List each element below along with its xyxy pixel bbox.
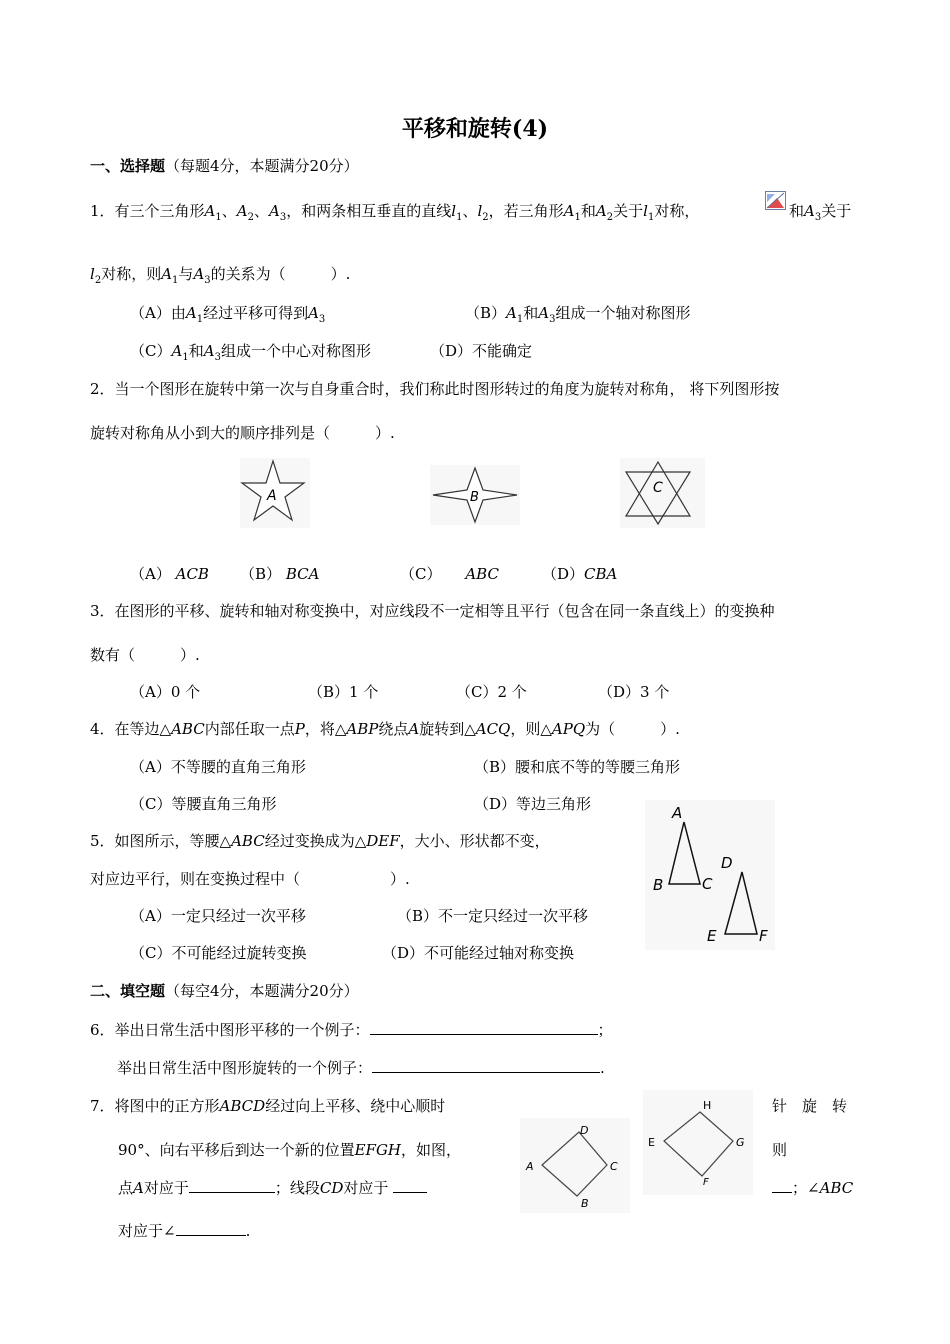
var: A	[133, 1179, 144, 1197]
label-e: E	[707, 927, 717, 945]
opt-value: ACB	[175, 565, 209, 583]
opt-text: 组成一个轴对称图形	[555, 304, 691, 322]
q2-option-c[interactable]	[400, 563, 499, 584]
label-d: D	[721, 854, 733, 872]
q7-text: 经过向上平移、绕中心顺时	[265, 1097, 446, 1115]
q7-line-2	[118, 1139, 461, 1160]
q1-line-1-end	[789, 200, 851, 223]
var: A	[236, 202, 248, 220]
var: ACQ	[475, 720, 511, 738]
answer-blank[interactable]	[772, 1178, 792, 1193]
sub: 3	[204, 275, 211, 286]
q1-option-b[interactable]	[465, 302, 691, 325]
q1-option-c[interactable]	[130, 340, 371, 363]
sub: 2	[247, 212, 254, 223]
q1-text: 1．有三个三角形	[90, 202, 205, 220]
var: l	[643, 202, 648, 220]
q1-text: 关于	[821, 202, 852, 220]
q4-line-1	[90, 718, 680, 739]
square-abcd-figure	[520, 1118, 630, 1213]
sub: 3	[279, 212, 287, 223]
answer-blank[interactable]	[393, 1178, 427, 1193]
q2-option-d[interactable]	[542, 563, 617, 584]
q5-option-a[interactable]: （A）一定只经过一次平移	[130, 907, 306, 925]
q7-text: ，如图，	[401, 1141, 462, 1159]
var: A	[269, 202, 280, 220]
q5-text: 5．如图所示，等腰△	[90, 832, 232, 850]
figure-label-c: C	[653, 480, 663, 496]
opt-text: （D）不能确定	[430, 342, 533, 360]
label-g: G	[736, 1136, 745, 1149]
q1-text: 对称，	[654, 202, 700, 220]
var: A	[538, 304, 550, 322]
sub: 1	[456, 212, 463, 223]
q5-option-b[interactable]: （B）不一定只经过一次平移	[397, 907, 589, 925]
var: A	[408, 720, 420, 738]
section-2-note: （每空4分，本题满分20分）	[165, 982, 359, 1000]
var: ABP	[346, 720, 379, 738]
q7-text: .	[245, 1222, 251, 1240]
opt-text: （A）由	[130, 304, 186, 322]
label-b: B	[581, 1197, 589, 1210]
q1-text: 关于	[613, 202, 644, 220]
q1-text: 与	[178, 265, 194, 283]
answer-blank[interactable]	[372, 1058, 600, 1073]
q6-line-2	[117, 1057, 605, 1078]
section-1-heading	[90, 155, 359, 176]
q1-text: 对称，则	[101, 265, 162, 283]
var: EFGH	[354, 1141, 402, 1159]
q7-text: ；线段	[274, 1179, 320, 1197]
var: A	[506, 304, 517, 322]
label-e: E	[648, 1136, 655, 1149]
var: A	[185, 304, 197, 322]
triangles-abc-def-figure	[645, 800, 775, 950]
q1-text: ，若三角形	[488, 202, 564, 220]
broken-image-icon	[765, 191, 787, 211]
q3-option-d[interactable]: （D）3 个	[598, 683, 670, 701]
q1-line-2	[90, 263, 350, 286]
opt-value: BCA	[285, 565, 320, 583]
q4-text: 为（ ）.	[585, 720, 680, 738]
var: DEF	[366, 832, 400, 850]
var: A	[308, 304, 319, 322]
q1-text: 和	[580, 202, 596, 220]
sub: 2	[482, 212, 489, 223]
q1-text: 和	[789, 202, 805, 220]
label-a: A	[672, 804, 683, 822]
var: ABC	[231, 832, 265, 850]
section-2-heading	[90, 980, 359, 1001]
var: ABCD	[219, 1097, 266, 1115]
opt-text: 和	[523, 304, 539, 322]
figure-label-b: B	[470, 490, 479, 505]
label-h: H	[703, 1099, 712, 1112]
opt-text: 经过平移可得到	[203, 304, 309, 322]
sub: 1	[172, 275, 179, 286]
answer-blank[interactable]	[189, 1178, 275, 1193]
q3-line-2: 数有（ ）.	[90, 646, 200, 664]
label-f: F	[703, 1177, 709, 1188]
q1-option-d[interactable]	[430, 340, 532, 361]
q7-text: 点	[118, 1179, 134, 1197]
answer-blank[interactable]	[370, 1020, 598, 1035]
q5-line-1	[90, 830, 550, 851]
opt-text: （B）	[465, 304, 507, 322]
var: ABC	[819, 1179, 854, 1197]
q6-text: ；	[597, 1021, 613, 1039]
var: CD	[319, 1179, 344, 1197]
opt-label: （A）	[130, 565, 171, 583]
sub: 1	[647, 212, 655, 223]
section-1-note: （每题4分，本题满分20分）	[165, 157, 359, 175]
q7-line-3	[118, 1177, 427, 1198]
q4-option-c[interactable]: （C）等腰直角三角形	[130, 795, 277, 813]
sub: 3	[549, 314, 556, 325]
q7-text: 7．将图中的正方形	[90, 1097, 220, 1115]
var: APQ	[551, 720, 586, 738]
opt-text: 组成一个中心对称图形	[220, 342, 371, 360]
q2-line-2: 旋转对称角从小到大的顺序排列是（ ）.	[90, 424, 395, 442]
q1-option-a[interactable]	[130, 302, 325, 325]
label-a: A	[526, 1160, 534, 1173]
q4-option-d[interactable]: （D）等边三角形	[474, 795, 592, 813]
q4-text: 内部任取一点	[204, 720, 295, 738]
q5-option-d[interactable]: （D）不可能经过轴对称变换	[382, 944, 575, 962]
q7-line-1-right: 针 旋 转	[772, 1097, 848, 1115]
q7-text: 对应于	[343, 1179, 389, 1197]
q6-text: 6．举出日常生活中图形平移的一个例子：	[90, 1021, 370, 1039]
var: A	[161, 265, 173, 283]
var: A	[193, 265, 205, 283]
label-c: C	[702, 875, 713, 893]
q2-option-a[interactable]	[130, 563, 209, 584]
answer-blank[interactable]	[176, 1221, 246, 1236]
opt-label: （C）	[400, 565, 442, 583]
q7-line-2-right: 则	[772, 1141, 788, 1159]
q4-option-b[interactable]: （B）腰和底不等的等腰三角形	[474, 758, 681, 776]
q2-line-1: 2．当一个图形在旋转中第一次与自身重合时，我们称此时图形转过的角度为旋转对称角， 将下列图形按	[90, 380, 780, 398]
sub: 1	[182, 352, 189, 363]
q4-text: 旋转到△	[419, 720, 476, 738]
var: A	[204, 202, 216, 220]
var: P	[294, 720, 305, 738]
opt-text: （C）	[130, 342, 172, 360]
label-f: F	[759, 927, 768, 945]
q1-text: 的关系为（ ）.	[210, 265, 351, 283]
q5-text: 经过变换成为△	[264, 832, 367, 850]
four-point-star-figure	[430, 465, 520, 525]
q7-line-1	[90, 1095, 445, 1116]
var: A	[203, 342, 215, 360]
q7-line-3-right	[772, 1177, 853, 1198]
q3-option-b[interactable]: （B）1 个	[308, 683, 379, 701]
page-title: 平移和旋转(4)	[401, 116, 549, 142]
sub: 3	[318, 314, 326, 325]
q3-line-1: 3．在图形的平移、旋转和轴对称变换中，对应线段不一定相等且平行（包含在同一条直线上）的变换种	[90, 602, 775, 620]
q6-line-1	[90, 1019, 613, 1040]
opt-value: CBA	[584, 565, 618, 583]
q7-text: 对应于∠	[118, 1222, 176, 1240]
var: A	[595, 202, 607, 220]
figure-label-a: A	[267, 488, 277, 504]
section-1-title: 一、选择题	[90, 157, 166, 175]
sub: 3	[814, 212, 822, 223]
q1-line-1: 1．有三个三角形$A_1$、$A_2$、$A_3$，和两条相互垂直的直线$l_1$、$l_2$，若三角形$A_1$和$A_2$关于$l_1$对称，	[90, 202, 700, 223]
q6-text: .	[600, 1059, 605, 1077]
var: A	[804, 202, 815, 220]
q4-text: ，将△	[304, 720, 347, 738]
sub: 1	[215, 212, 222, 223]
var: A	[563, 202, 575, 220]
var: l	[477, 202, 483, 220]
q7-text: 对应于	[143, 1179, 189, 1197]
q1-text: ，和两条相互垂直的直线	[286, 202, 452, 220]
label-b: B	[653, 876, 664, 894]
var: l	[451, 202, 457, 220]
q3-option-a[interactable]: （A）0 个	[130, 683, 201, 701]
opt-label: （D）	[542, 565, 585, 583]
sub: 1	[516, 314, 524, 325]
section-2-title: 二、填空题	[90, 982, 166, 1000]
opt-text: 和	[188, 342, 204, 360]
q4-text: ，则△	[510, 720, 552, 738]
six-point-star-figure	[620, 458, 705, 528]
q4-text: 绕点	[378, 720, 409, 738]
q7-line-4	[118, 1220, 250, 1241]
q6-text: 举出日常生活中图形旋转的一个例子：	[117, 1059, 373, 1077]
q5-line-2: 对应边平行，则在变换过程中（ ）.	[90, 870, 410, 888]
label-d: D	[580, 1124, 589, 1137]
q4-text: 4．在等边△	[90, 720, 172, 738]
label-c: C	[610, 1160, 618, 1173]
var: l	[90, 265, 95, 283]
q5-text: ，大小、形状都不变，	[399, 832, 550, 850]
opt-value: ABC	[465, 565, 499, 583]
q3-option-c[interactable]: （C）2 个	[456, 683, 527, 701]
q2-option-b[interactable]	[240, 563, 319, 584]
opt-label: （B）	[240, 565, 282, 583]
var: A	[171, 342, 183, 360]
sub: 2	[606, 212, 614, 223]
five-point-star-figure	[240, 458, 310, 528]
square-efgh-figure	[643, 1090, 753, 1195]
q7-text: 90°、向右平移后到达一个新的位置	[118, 1141, 355, 1159]
q5-option-c[interactable]: （C）不可能经过旋转变换	[130, 944, 307, 962]
sub: 1	[196, 314, 204, 325]
var: ABC	[171, 720, 205, 738]
sub: 3	[214, 352, 221, 363]
sub: 2	[94, 275, 102, 286]
sub: 1	[574, 212, 581, 223]
q4-option-a[interactable]: （A）不等腰的直角三角形	[130, 758, 306, 776]
q7-text: ；∠	[792, 1179, 820, 1197]
